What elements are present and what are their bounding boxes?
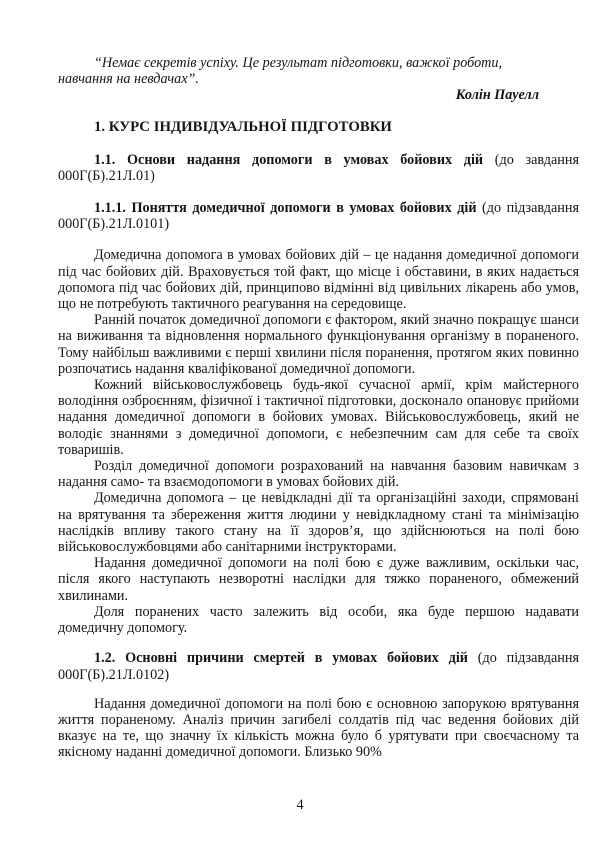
section-1-1-1-heading [58, 200, 579, 232]
section-1-2-heading [58, 650, 579, 682]
epigraph-quote: “Немає секретів успіху. Це результат підготовки, важкої роботи, навчання на невдачах”. [58, 55, 503, 88]
paragraph: Кожний військовослужбовець будь-якої сучасної армії, крім майстерного володіння озброєнням, фізичної і тактичної підготовки, досконало опановує прийоми надання домедичної допомоги в бойових умовах. Військовослужбовець, який не володіє знаннями з домедичної допомоги, є небезпечним сам для себе та своїх товаришів. [58, 377, 579, 458]
paragraph: Надання домедичної допомоги на полі бою є основною запорукою врятування життя пораненому. Аналіз причин загибелі солдатів під час ведення бойових дій вказує на те, що значну їх кількість можна було б урятувати при своєчасному та якісному наданні домедичної допомоги. Близько 90% [58, 695, 579, 761]
paragraph: Розділ домедичної допомоги розрахований на навчання базовим навичкам з надання само- та взаємодопомоги в умовах бойових дій. [58, 458, 579, 491]
section-1-1-heading [58, 152, 579, 184]
paragraph: Ранній початок домедичної допомоги є фактором, який значно покращує шанси на виживання та відновлення нормального функціонування організму в пораненого. Тому найбільш важливими є перші хвилини після поранення, протягом яких повинно розпочатись надання кваліфікованої домедичної допомоги. [58, 312, 579, 377]
paragraph: Доля поранених часто залежить від особи, яка буде першою надавати домедичну допомогу. [58, 603, 579, 637]
section-1-2-title: 1.2. Основні причини смертей в умовах бойових дій [94, 650, 468, 667]
section-1-1-1-task-ref: (до підзавдання 000Г(Б).21Л.0101) [58, 200, 579, 233]
paragraph: Надання домедичної допомоги на полі бою є дуже важливим, оскільки час, після якого наступають незворотні наслідки для тяжко пораненого, обмежений хвилинами. [58, 555, 579, 604]
epigraph-author: Колін Пауелл [455, 87, 539, 104]
paragraph: Домедична допомога – це невідкладні дії та організаційні заходи, спрямовані на врятування та збереження життя людини у невідкладному стані та мінімізацію наслідків впливу такого стану на її здоров’я, що здійснюються на полі бою військовослужбовцями або санітарними інструкторами. [58, 490, 579, 556]
section-1-1-title: 1.1. Основи надання допомоги в умовах бойових дій [94, 151, 484, 168]
paragraph: Домедична допомога в умовах бойових дій – це надання домедичної допомоги під час бойових дій. Враховується той факт, що місце і обставини, в яких надається допомога під час бойових дій, принципово відмінні від цивільних лікарень або умов, що не потребують тактичного реагування на середовище. [58, 247, 579, 313]
section-1-1-1-title: 1.1.1. Поняття домедичної допомоги в умовах бойових дій [94, 200, 477, 217]
main-heading: 1. КУРС ІНДИВІДУАЛЬНОЇ ПІДГОТОВКИ [94, 118, 392, 135]
section-1-1-task-ref: (до завдання 000Г(Б).21Л.01) [58, 151, 579, 184]
section-1-2-task-ref: (до підзавдання 000Г(Б).21Л.0102) [58, 650, 579, 683]
page-number: 4 [296, 797, 304, 813]
